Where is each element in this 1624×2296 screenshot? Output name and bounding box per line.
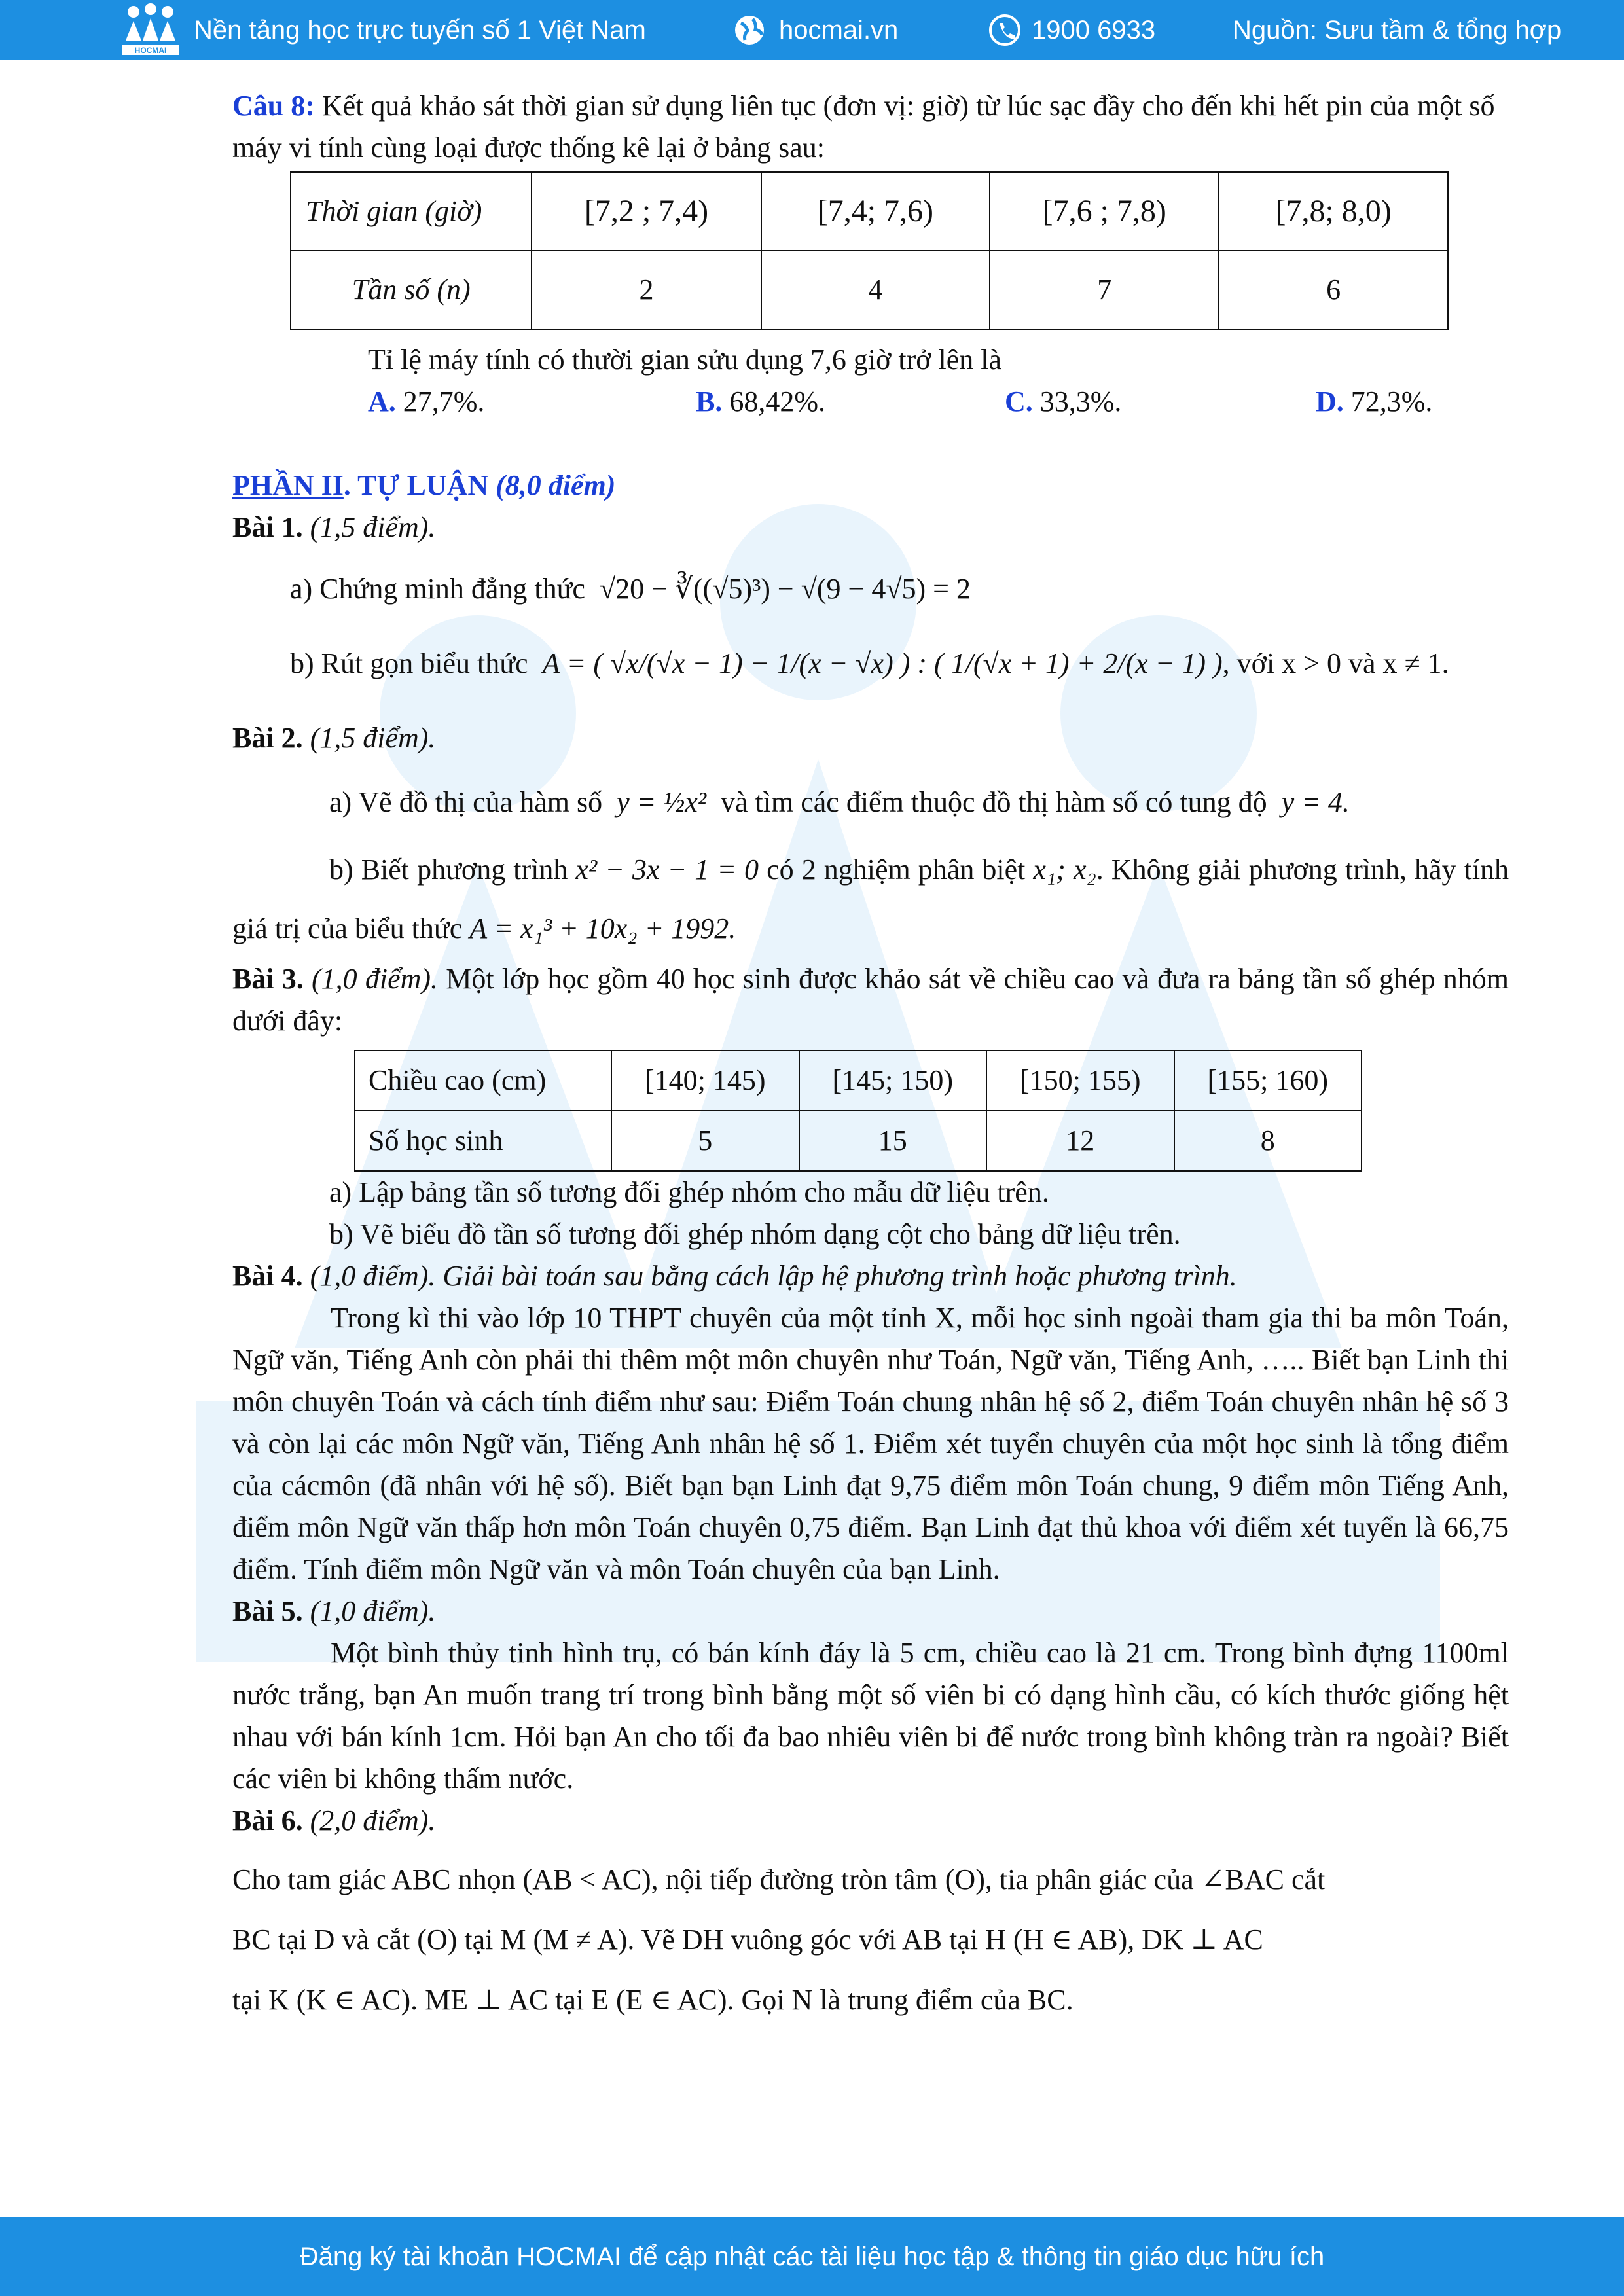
table-cell: 8 [1174, 1111, 1362, 1171]
problem-1b: b) Rút gọn biểu thức A = ( √x/(√x − 1) − 1/(x − √x) ) : ( 1/(√x + 1) + 2/(x − 1) ), với x > 0 và x ≠ 1. [290, 647, 1449, 679]
table-row [355, 1050, 1362, 1111]
table-header-cell: Thời gian (giờ) [291, 172, 532, 251]
table-header-cell: Chiều cao (cm) [355, 1050, 611, 1111]
table-cell: [145; 150) [799, 1050, 987, 1111]
option-c[interactable]: C. 33,3%. [1005, 386, 1122, 418]
table-cell: [7,4; 7,6) [761, 172, 990, 251]
table-cell: 2 [532, 251, 761, 329]
problem-3: Bài 3. (1,0 điểm). Một lớp học gồm 40 học sinh được khảo sát về chiều cao và đưa ra bảng tần số ghép nhóm dưới đây: [232, 963, 1509, 1037]
height-table [354, 1050, 1362, 1172]
problem-1a-formula: √20 − ∛((√5)³) − √(9 − 4√5) = 2 [599, 573, 971, 605]
svg-text:HOCMAI: HOCMAI [134, 46, 167, 55]
table-cell: [140; 145) [611, 1050, 799, 1111]
table-cell: 15 [799, 1111, 987, 1171]
battery-time-table [290, 171, 1449, 330]
question-8 [232, 85, 1509, 169]
problem-6-line-3: tại K (K ∈ AC). ME ⊥ AC tại E (E ∈ AC). Gọi N là trung điểm của BC. [232, 1984, 1074, 2016]
problem-3a: a) Lập bảng tần số tương đối ghép nhóm cho mẫu dữ liệu trên. [329, 1176, 1049, 1208]
question-8-prompt: Tỉ lệ máy tính có thười gian sửu dụng 7,6 giờ trở lên là [368, 344, 1002, 376]
header-slogan: Nền tảng học trực tuyến số 1 Việt Nam [194, 15, 646, 45]
table-header-cell: Tần số (n) [291, 251, 532, 329]
problem-3b: b) Vẽ biểu đồ tần số tương đối ghép nhóm dạng cột cho bảng dữ liệu trên. [329, 1218, 1181, 1250]
problem-4-heading: Bài 4. (1,0 điểm). Giải bài toán sau bằng cách lập hệ phương trình hoặc phương trình. [232, 1260, 1237, 1292]
source-text: Nguồn: Sưu tầm & tổng hợp [1233, 15, 1562, 45]
problem-6-heading: Bài 6. (2,0 điểm). [232, 1804, 436, 1837]
problem-6-line-1: Cho tam giác ABC nhọn (AB < AC), nội tiếp đường tròn tâm (O), tia phân giác của ∠BAC cắt [232, 1863, 1326, 1895]
problem-2a-function: y = ½x² [617, 786, 707, 818]
problem-5-text: Một bình thủy tinh hình trụ, có bán kính đáy là 5 cm, chiều cao là 21 cm. Trong bình đựng 1100ml nước trắng, bạn An muốn trang trí trong bình bằng một số viên bi có dạng hình cầu, có kích thước giống hệt nhau với bán kính 1cm. Hỏi bạn An cho tối đa bao nhiêu viên bi để nước trong bình không tràn ra ngoài? Biết các viên bi không thấm nước. [232, 1637, 1509, 1795]
table-cell: 12 [986, 1111, 1174, 1171]
problem-2b: b) Biết phương trình x² − 3x − 1 = 0 có 2 nghiệm phân biệt x₁; x₂. Không giải phương trình, hãy tính giá trị của biểu thức A = x₁³ + 10x₂ + 1992. [232, 853, 1509, 944]
website-link[interactable] [733, 0, 898, 60]
table-cell: 4 [761, 251, 990, 329]
phone-link[interactable] [988, 0, 1155, 60]
phone-text: 1900 6933 [1032, 15, 1156, 45]
problem-6-line-2: BC tại D và cắt (O) tại M (M ≠ A). Vẽ DH vuông góc với AB tại H (H ∈ AB), DK ⊥ AC [232, 1924, 1263, 1956]
problem-2a: a) Vẽ đồ thị của hàm số y = ½x² và tìm các điểm thuộc đồ thị hàm số có tung độ y = 4. [329, 786, 1350, 818]
option-b[interactable]: B. 68,42%. [696, 386, 826, 418]
option-a[interactable]: A. 27,7%. [368, 386, 485, 418]
footer-text: Đăng ký tài khoản HOCMAI để cập nhật các tài liệu học tập & thông tin giáo dục hữu ích [299, 2242, 1325, 2271]
footer-bar[interactable] [0, 2217, 1624, 2296]
table-row [291, 251, 1448, 329]
phone-icon [988, 14, 1021, 46]
problem-1-heading: Bài 1. (1,5 điểm). [232, 511, 436, 543]
table-cell: [7,6 ; 7,8) [990, 172, 1219, 251]
problem-2-heading: Bài 2. (1,5 điểm). [232, 722, 436, 754]
table-row [355, 1111, 1362, 1171]
table-header-cell: Số học sinh [355, 1111, 611, 1171]
problem-1b-formula: A = ( √x/(√x − 1) − 1/(x − √x) ) : ( 1/(√x + 1) + 2/(x − 1) ) [542, 647, 1223, 679]
option-d[interactable]: D. 72,3%. [1316, 386, 1433, 418]
globe-icon [733, 14, 766, 46]
hocmai-logo-icon [119, 3, 182, 58]
table-cell: [155; 160) [1174, 1050, 1362, 1111]
answer-options [232, 381, 1509, 429]
table-cell: [7,2 ; 7,4) [532, 172, 761, 251]
table-cell: [150; 155) [986, 1050, 1174, 1111]
problem-4-text: Trong kì thi vào lớp 10 THPT chuyên của một tỉnh X, mỗi học sinh ngoài tham gia thi ba môn Toán, Ngữ văn, Tiếng Anh còn phải thi thêm một môn chuyên như Toán, Ngữ văn, Tiếng Anh, ….. Biết bạn Linh thi môn chuyên Toán và cách tính điểm như sau: Điểm Toán chung nhân hệ số 2, điểm Toán chuyên nhân hệ số 3 và còn lại các môn Ngữ văn, Tiếng Anh nhân hệ số 1. Điểm xét tuyển chuyên của một học sinh là tổng điểm của cácmôn (đã nhân với hệ số). Biết bạn bạn Linh đạt 9,75 điểm môn Toán chung, 9 điểm môn Tiếng Anh, điểm môn Ngữ văn thấp hơn môn Toán chuyên 0,75 điểm. Bạn Linh đạt thủ khoa với điểm xét tuyển là 66,75 điểm. Tính điểm môn Ngữ văn và môn Toán chuyên của bạn Linh. [232, 1302, 1509, 1585]
problem-5-heading: Bài 5. (1,0 điểm). [232, 1595, 436, 1627]
table-cell: [7,8; 8,0) [1219, 172, 1448, 251]
table-cell: 5 [611, 1111, 799, 1171]
document-body [232, 85, 1509, 2021]
table-cell: 6 [1219, 251, 1448, 329]
problem-1a: a) Chứng minh đẳng thức √20 − ∛((√5)³) − √(9 − 4√5) = 2 [290, 573, 971, 605]
question-8-text: Kết quả khảo sát thời gian sử dụng liên tục (đơn vị: giờ) từ lúc sạc đầy cho đến khi hết pin của một số máy vi tính cùng loại được thống kê lại ở bảng sau: [232, 90, 1495, 164]
website-text: hocmai.vn [779, 15, 899, 45]
question-8-label: Câu 8: [232, 90, 315, 122]
part-2-heading: PHẦN II. TỰ LUẬN (8,0 điểm) [232, 469, 616, 501]
header-bar [0, 0, 1624, 60]
table-row [291, 172, 1448, 251]
table-cell: 7 [990, 251, 1219, 329]
